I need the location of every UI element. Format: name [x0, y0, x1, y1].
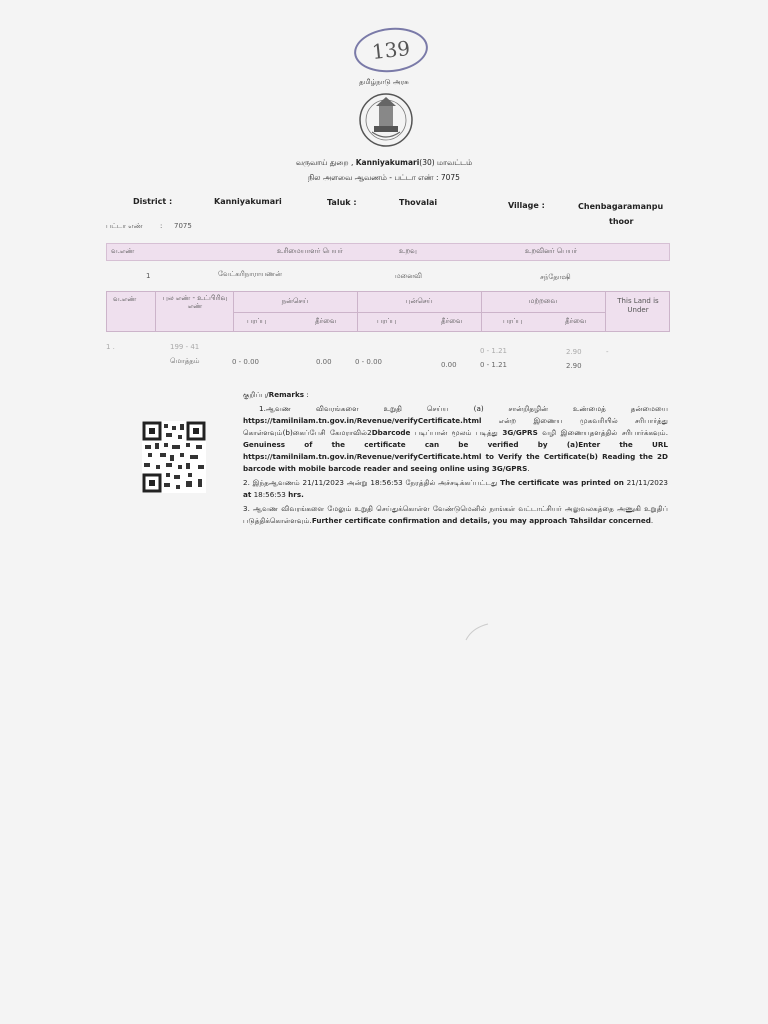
owner-relation: மனைவி [395, 272, 423, 280]
remarks-section [243, 389, 668, 527]
land-col-others: மற்றவை [528, 297, 558, 305]
taluk-label: Taluk : [327, 198, 357, 207]
village-value-line1: Chenbagaramanpu [578, 202, 664, 211]
total-nanjai-tax: 0.00 [316, 358, 332, 366]
land-row-others-tax: 2.90 [566, 348, 582, 356]
verify-url: https://tamilnilam.tn.gov.in/Revenue/verifyCertificate.html [243, 416, 482, 425]
total-punjai-area: 0 - 0.00 [355, 358, 383, 366]
land-row-survey: 199 - 41 [170, 343, 200, 351]
land-table-header [106, 291, 670, 332]
owner-col-sno: வ.எண் [111, 247, 135, 255]
land-row-others-area: 0 - 1.21 [480, 347, 508, 355]
total-nanjai-area: 0 - 0.00 [232, 358, 260, 366]
village-label: Village : [508, 201, 545, 210]
department-line: வருவாய் துறை , Kanniyakumari(30) மாவட்டம் [295, 158, 473, 167]
qr-code-icon [142, 421, 206, 493]
government-title: தமிழ்நாடு அரசு [359, 78, 409, 86]
land-row-under: - [606, 348, 609, 356]
nanjai-tax-header: தீர்வை [315, 317, 337, 325]
land-col-sno: வ.எண் [113, 295, 137, 303]
total-others-area: 0 - 1.21 [480, 361, 508, 369]
village-value-line2: thoor [609, 217, 634, 226]
patta-line: நில அளவை ஆவணம் - பட்டா எண் : 7075 [308, 173, 460, 182]
punjai-area-header: பரப்பு [377, 317, 397, 325]
owner-relative-name: சந்தோஷி [540, 273, 571, 281]
land-row-sno: 1 . [106, 343, 115, 351]
total-others-tax: 2.90 [566, 362, 582, 370]
owner-col-relative-name: உறவினர் பெயர் [525, 247, 578, 255]
land-col-survey: புல எண் - உட்பிரிவு எண் [162, 294, 228, 310]
land-col-nanjai: நன்செய் [281, 297, 309, 305]
others-area-header: பரப்பு [503, 317, 523, 325]
land-col-under: This Land is Under [617, 297, 659, 314]
owner-name: வேட்கரிநாராயணன் [218, 270, 282, 278]
owner-col-relation: உறவு [399, 247, 417, 255]
taluk-value: Thovalai [399, 198, 438, 207]
total-punjai-tax: 0.00 [441, 361, 457, 369]
handwritten-page-number: 139 [352, 24, 430, 75]
district-label: District : [133, 197, 173, 206]
punjai-tax-header: தீர்வை [441, 317, 463, 325]
others-tax-header: தீர்வை [565, 317, 587, 325]
owner-row-sno: 1 [146, 272, 151, 280]
owner-col-name: உரிமையாளர் பெயர் [277, 247, 343, 255]
state-emblem-icon [358, 92, 414, 148]
district-value: Kanniyakumari [214, 197, 282, 206]
nanjai-area-header: பரப்பு [247, 317, 267, 325]
total-label: மொத்தம் [170, 357, 200, 365]
patta-number-label: பட்டா எண் [106, 222, 143, 230]
remark-2: 2. இந்தஆவணம் 21/11/2023 அன்று 18:56:53 நேரத்தில் அச்சடிக்கப்பட்டது The certificate was printed on 21/11/2023 at 18:56:53 hrs. [243, 478, 669, 499]
land-col-punjai: புன்செய் [405, 297, 433, 305]
owner-table-header [106, 243, 670, 261]
remark-1: 1.ஆவண விவரங்களை உறுதி செய்ய (a) சான்றிதழின் உண்மைத் தன்மையை https://tamilnilam.tn.gov.in/Revenue/verifyCertificate.html என்ற இணைய முகவரியில் சரிபார்த்து கொள்ளவும்(b)கைப்பேசி கேமராவில்2Dbarcode படிப்பான் மூலம் படித்து 3G/GPRS வழி இணையதளத்தில் சரிபார்க்கவும். Genuiness of the certificate can be verified by (a)Enter the URL https://tamilnilam.tn.gov.in/Revenue/verifyCertificate.html to Verify the Certificate(b) Reading the 2D barcode with mobile barcode reader and seeing online using 3G/GPRS. [243, 404, 668, 473]
pencil-mark-icon [462, 620, 492, 644]
remark-3: 3. ஆவண விவரங்களை மேலும் உறுதி செய்துக்கொள்ள வேண்டுமெனில் நாங்கள் வட்டாட்சியர் அலுவலகத்தை அணுகி உறுதிப் படுத்திக்கொள்ளவும்.Further certificate confirmation and details, you may approach Tahsildar concerned. [243, 504, 668, 525]
remarks-title: குறிப்பு/Remarks : [243, 390, 309, 399]
patta-number-sep: : [160, 222, 163, 230]
patta-number-value: 7075 [174, 222, 192, 230]
